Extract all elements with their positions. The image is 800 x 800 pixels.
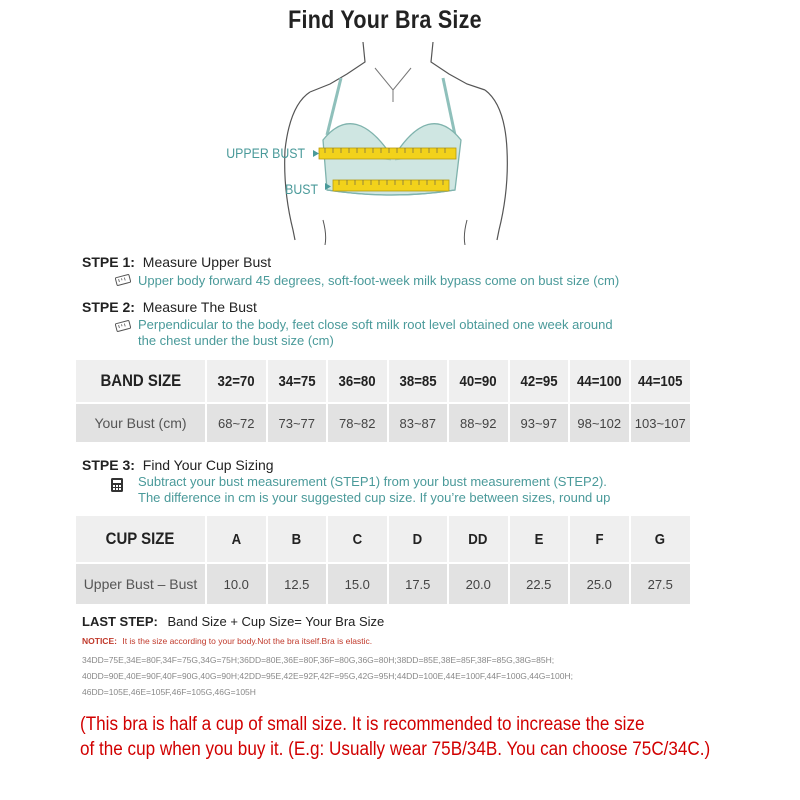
cup-difference-cell: 25.0 [569,563,630,604]
last-step-label: LAST STEP: [82,614,158,629]
size-conversion-line: 40DD=90E,40E=90F,40F=90G,40G=90H;42DD=95E,42E=92F,42F=95G,42G=95H;44DD=100E,44E=100F,44F=100G,44G=100H; [82,671,573,681]
step-1-description [138,273,619,289]
cup-size-header-label: CUP SIZE [76,516,206,563]
last-step-text: Band Size + Cup Size= Your Bra Size [167,614,385,629]
band-size-header-row [76,360,690,403]
your-bust-cell: 103~107 [630,403,691,442]
your-bust-cell: 68~72 [206,403,267,442]
band-size-header-cell: 44=105 [630,360,691,403]
cup-difference-cell: 27.5 [630,563,691,604]
cup-size-table [76,516,690,604]
notice-label: NOTICE: [82,636,117,646]
step-3-title: Find Your Cup Sizing [142,457,274,473]
band-size-header-cell: 36=80 [327,360,388,403]
upper-bust-minus-bust-row [76,563,690,604]
band-size-header-cell: 40=90 [448,360,509,403]
your-bust-cell: 73~77 [267,403,328,442]
your-bust-cell: 88~92 [448,403,509,442]
cup-difference-cell: 17.5 [388,563,449,604]
your-bust-cell: 78~82 [327,403,388,442]
step-1-label: STPE 1: [82,254,135,270]
step-3-heading [82,457,274,473]
band-size-header-cell: 38=85 [388,360,449,403]
step-3-desc-line-2: The difference in cm is your suggested cup size. If you’re between sizes, round up [138,490,611,505]
band-size-table [76,360,690,442]
your-bust-row-label: Your Bust (cm) [76,403,206,442]
step-2-heading [82,299,257,315]
step-1-title: Measure Upper Bust [142,254,272,270]
step-2-title: Measure The Bust [142,299,257,315]
cup-size-header-cell: G [630,516,691,563]
band-size-header-cell: 42=95 [509,360,570,403]
calculator-icon [110,477,124,493]
step-3-desc-line-1: Subtract your bust measurement (STEP1) from your bust measurement (STEP2). [138,474,607,489]
tape-measure-icon [115,274,131,286]
sizing-advice-note [80,712,780,762]
size-conversion-line: 34DD=75E,34E=80F,34F=75G,34G=75H;36DD=80E,36E=80F,36F=80G,36G=80H;38DD=85E,38E=85F,38F=85G,38G=85H; [82,655,555,665]
step-3-description [138,474,610,506]
your-bust-row [76,403,690,442]
page-title: Find Your Bra Size [288,6,482,34]
your-bust-cell: 93~97 [509,403,570,442]
step-1-desc-line: Upper body forward 45 degrees, soft-foot-week milk bypass come on bust size (cm) [138,273,620,288]
sizing-advice-line-2: of the cup when you buy it. (E.g: Usually wear 75B/34B. You can choose 75C/34C.) [80,739,711,760]
cup-difference-cell: 22.5 [509,563,570,604]
torso-measurement-illustration [215,40,595,245]
sizing-advice-line-1: (This bra is half a cup of small size. It is recommended to increase the size [80,714,645,735]
band-size-header-cell: 44=100 [569,360,630,403]
step-2-description [138,317,613,349]
step-3-label: STPE 3: [82,457,135,473]
your-bust-cell: 98~102 [569,403,630,442]
cup-difference-cell: 12.5 [267,563,328,604]
notice-text: It is the size according to your body.Not the bra itself.Bra is elastic. [122,636,373,646]
notice [82,636,372,646]
cup-size-header-cell: E [509,516,570,563]
cup-size-header-cell: A [206,516,267,563]
step-2-label: STPE 2: [82,299,135,315]
step-2-desc-line-1: Perpendicular to the body, feet close soft milk root level obtained one week around [138,317,613,332]
your-bust-cell: 83~87 [388,403,449,442]
last-step [82,614,384,629]
cup-size-header-row [76,516,690,563]
cup-size-header-cell: C [327,516,388,563]
cup-difference-cell: 20.0 [448,563,509,604]
step-1-heading [82,254,271,270]
cup-difference-cell: 15.0 [327,563,388,604]
step-2-desc-line-2: the chest under the bust size (cm) [138,333,334,348]
cup-size-header-cell: DD [448,516,509,563]
cup-size-header-cell: D [388,516,449,563]
upper-bust-minus-bust-label: Upper Bust – Bust [76,563,206,604]
upper-bust-label: UPPER BUST [226,145,305,161]
band-size-header-label: BAND SIZE [76,360,206,403]
bust-label: BUST [285,181,318,197]
band-size-header-cell: 34=75 [267,360,328,403]
cup-size-header-cell: F [569,516,630,563]
size-conversion-line: 46DD=105E,46E=105F,46F=105G,46G=105H [82,687,256,697]
cup-difference-cell: 10.0 [206,563,267,604]
band-size-header-cell: 32=70 [206,360,267,403]
cup-size-header-cell: B [267,516,328,563]
tape-measure-icon [115,320,131,332]
